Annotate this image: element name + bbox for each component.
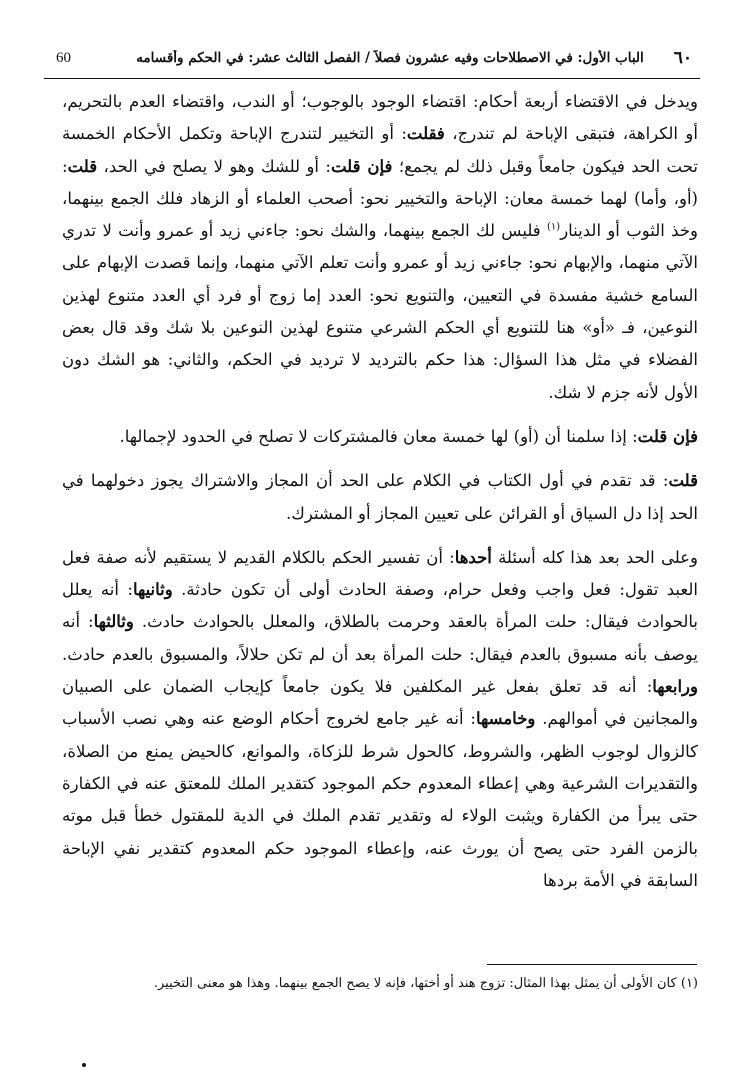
running-title: الباب الأول: في الاصطلاحات وفيه عشرون فصلاً / الفصل الثالث عشر: في الحكم وأقسامه	[136, 50, 644, 66]
text-run: : أنه يعلل بالحوادث فيقال: حلت المرأة بالعقد وحرمت بالطلاق، والمعلل بالحوادث حادث.	[62, 580, 698, 632]
text-run: وعلى الحد بعد هذا كله أسئلة	[491, 547, 698, 567]
paragraph	[62, 86, 698, 409]
text-run: : أن تفسير الحكم بالكلام القديم لا يستقيم لأنه صفة فعل العبد تقول: فعل واجب وفعل حرام، وصفة الحادث أولى أن تكون حادثة.	[62, 547, 698, 600]
keyword: وثالثها	[93, 612, 134, 632]
page-number-latin: 60	[56, 50, 71, 66]
keyword: قلت	[67, 156, 98, 176]
text-run: : (أو، وأما) لهما خمسة معان: الإباحة والتخيير نحو: أصحب العلماء أو الزهاد فلك الجمع بينهما، وخذ الثوب أو الدينار	[62, 156, 698, 241]
keyword: وثانيها	[132, 580, 173, 600]
keyword: قلت	[668, 471, 698, 491]
text-run: : أنه غير جامع لخروج أحكام الوضع عنه وهي نصب الأسباب كالزوال لوجوب الظهر، والشروط، كالحول شرط للزكاة، والموانع، كالحيض يمنع من الصلاة، والتقديرات الشرعية وهي إعطاء المعدوم حكم الموجود كتقدير الملك للمعتق عنه في الكفارة حتى يبرأ من الكفارة ويثبت الولاء له وتقدير تقدم الملك في الدية للمقتول خطأ قبل موته بالزمن الفرد حتى يصح أن يورث عنه، وإعطاء الموجود حكم المعدوم كتقدير نفي الإباحة السابقة في الأمة بردها	[62, 709, 698, 890]
text-run: : أو للشك وهو لا يصلح في الحد،	[97, 156, 331, 176]
text-run: : أنه يوصف بأنه مسبوق بالعدم فيقال: حلت المرأة بعد أن لم تكن حلالاً، والمسبوق بالعدم حادث.	[62, 612, 698, 664]
text-run: : قد تقدم في أول الكتاب في الكلام على الحد أن المجاز والاشتراك يجوز دخولهما في الحد إذا دل السياق أو القرائن على تعيين المجاز أو المشترك.	[62, 471, 698, 523]
text-run: : أنه قد تعلق بفعل غير المكلفين فلا يكون جامعاً كإيجاب الضمان على الصبيان والمجانين في أموالهم.	[62, 677, 698, 729]
footnote-text: كان الأولى أن يمثل بهذا المثال: تزوج هند أو أختها، فإنه لا يصح الجمع بينهما. وهذا هو معنى التخيير.	[153, 976, 677, 991]
page-mark	[82, 1063, 86, 1067]
paragraph	[62, 421, 698, 453]
keyword: ورابعها	[652, 677, 698, 697]
keyword: وخامسها	[475, 709, 536, 729]
text-run: : إذا سلمنا أن (أو) لها خمسة معان فالمشتركات لا تصلح في الحدود لإجمالها.	[119, 426, 638, 446]
keyword: فقلت	[406, 124, 445, 144]
main-text	[62, 86, 698, 897]
text-run: ويدخل في الاقتضاء أربعة أحكام: اقتضاء الوجود بالوجوب؛ أو الندب، واقتضاء العدم بالتحريم، أو الكراهة، فتبقى الإباحة لم تندرج،	[62, 92, 698, 144]
text-run: فليس لك الجمع بينهما، والشك نحو: جاءني زيد أو عمرو وأنت لا تدري الآتي منهما، والإبهام نحو: جاءني زيد أو عمرو وأنت تعلم الآتي منهما، وإنما قصدت الإبهام على السامع خشية مفسدة في التعيين، والتنويع نحو: العدد إما زوج أو فرد أي العدد متنوع لهذين النوعين، فـ «أو» هنا للتنويع أي الحكم الشرعي متنوع لهذين النوعين بلا شك وقد قال بعض الفضلاء في مثل هذا السؤال: هذا حكم بالترديد لا ترديد في الحكم، والثاني: هو الشك دون الأول لأنه جزم لا شك.	[62, 221, 698, 402]
text-run: : أو التخيير لتندرج الإباحة وتكمل الأحكام الخمسة تحت الحد فيكون جامعاً وقبل ذلك لم يجمع؛	[62, 124, 698, 176]
footnote-marker: (١)	[680, 976, 698, 991]
keyword: فإن قلت	[637, 426, 698, 446]
page-header	[44, 44, 700, 79]
paragraph	[62, 542, 698, 897]
keyword: أحدها	[454, 547, 492, 567]
footnote-ref: (١)	[547, 221, 561, 233]
footnote-divider	[487, 964, 697, 965]
keyword: فإن قلت	[330, 156, 393, 176]
page-number-arabic: ٦٠	[673, 48, 692, 68]
footnote	[62, 972, 698, 996]
paragraph	[62, 465, 698, 530]
